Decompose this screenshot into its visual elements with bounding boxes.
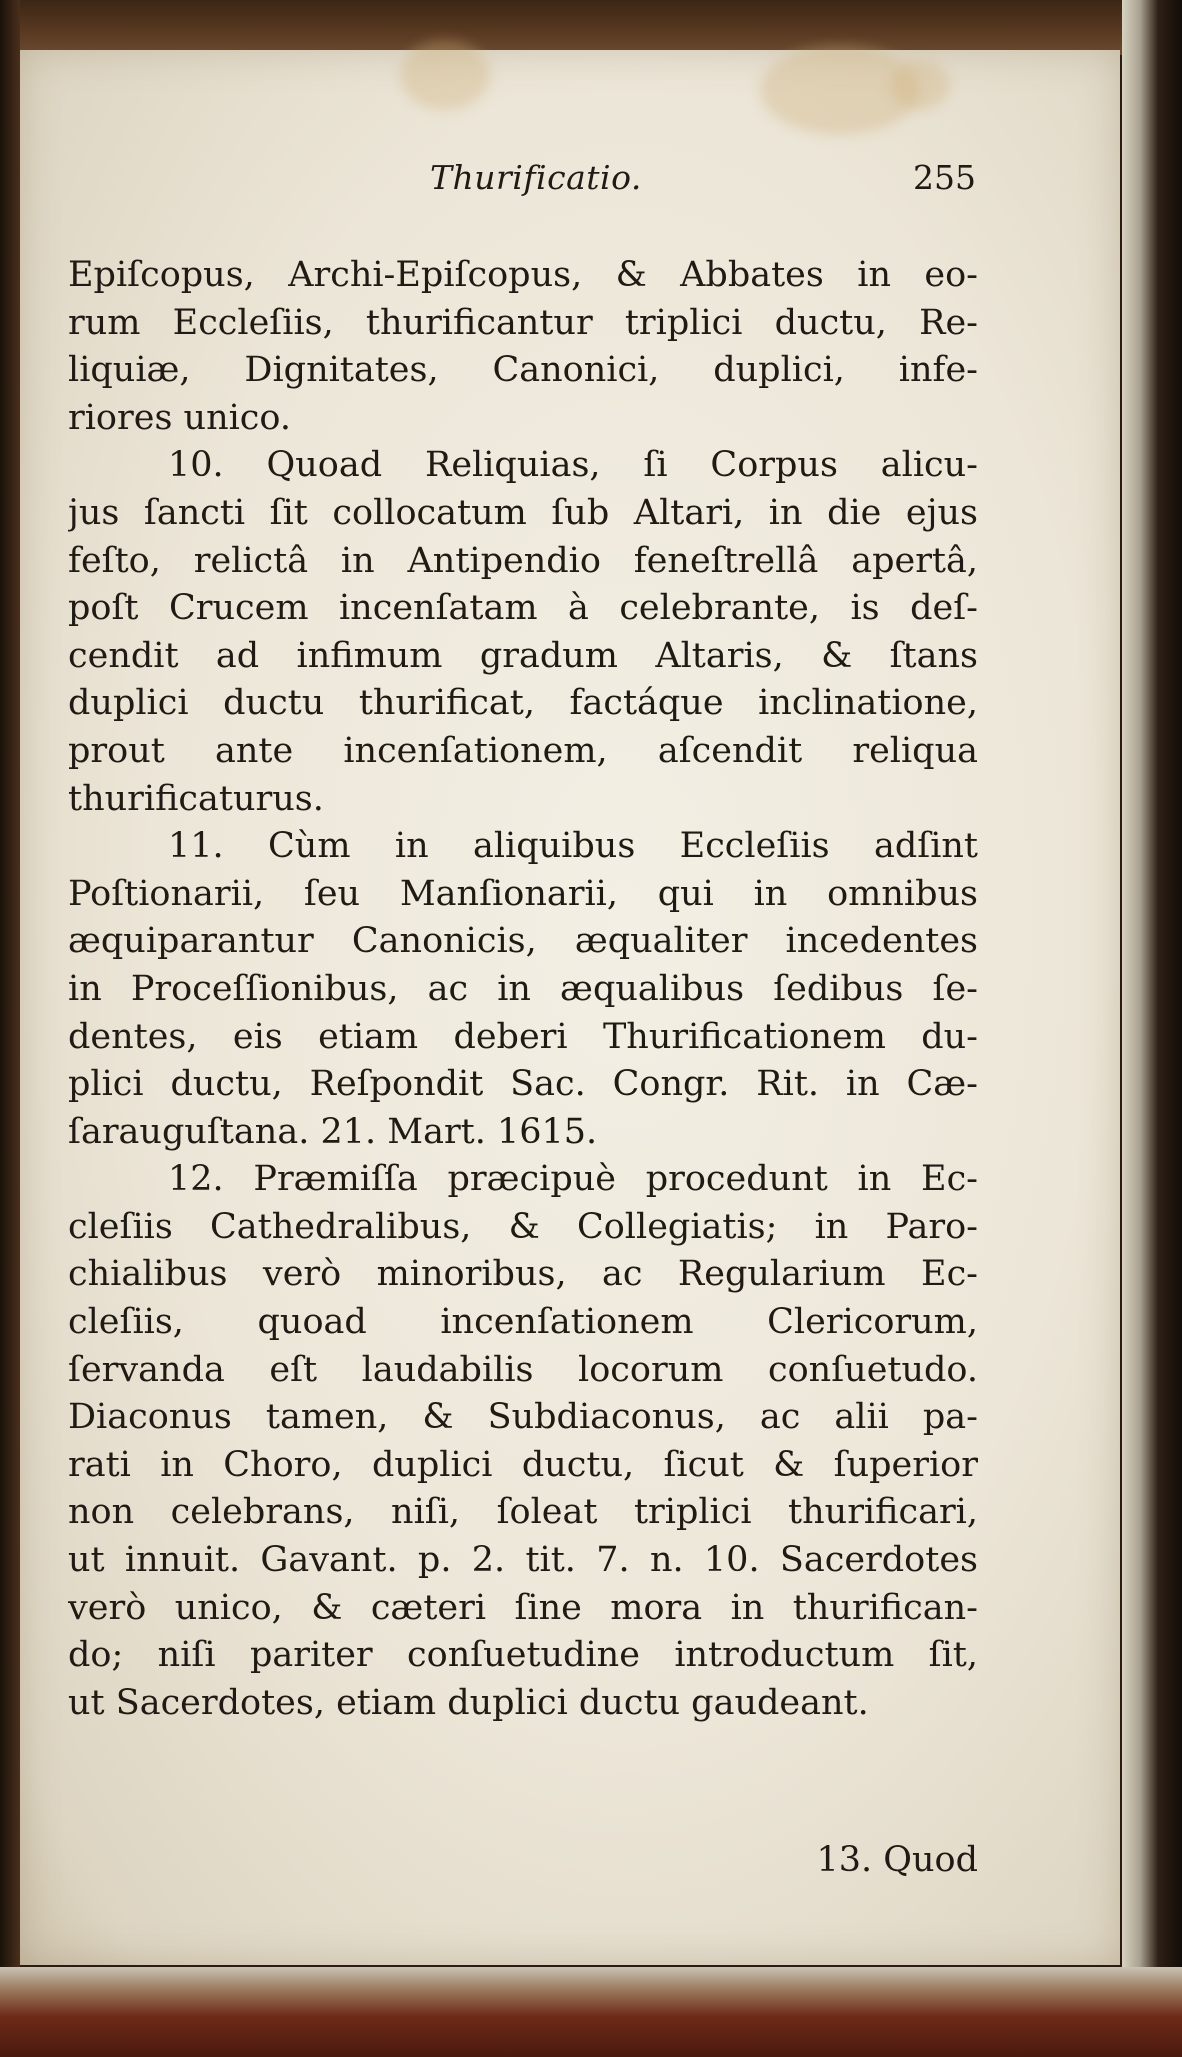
text-line: non celebrans, niſi, ſoleat triplici thurificari,	[68, 1492, 978, 1533]
text-line: chialibus verò minoribus, ac Regularium Ec-	[68, 1254, 978, 1295]
text-line: do; niſi pariter conſuetudine introductum ſit,	[68, 1635, 978, 1676]
catchword: 13. Quod	[816, 1840, 978, 1880]
binding-bottom-edge	[0, 1967, 1182, 2057]
text-line: Poſtionarii, ſeu Manſionarii, qui in omnibus	[68, 873, 978, 914]
text-line: rum Eccleſiis, thurificantur triplici ductu, Re-	[68, 302, 978, 343]
text-line: ut innuit. Gavant. p. 2. tit. 7. n. 10. Sacerdotes	[68, 1540, 978, 1581]
text-line: rati in Choro, duplici ductu, ſicut & ſuperior	[68, 1444, 978, 1485]
text-line: verò unico, & cæteri ſine mora in thurifican-	[68, 1587, 978, 1628]
binding-left-edge	[0, 0, 20, 2057]
paragraph-start-line: 11. Cùm in aliquibus Eccleſiis adſint	[168, 826, 978, 867]
text-line: jus ſancti ſit collocatum ſub Altari, in die ejus	[68, 492, 978, 533]
paragraph-start-line: 12. Præmiſſa præcipuè procedunt in Ec-	[168, 1159, 978, 1200]
binding-top-edge	[0, 0, 1182, 55]
text-line: ſervanda eſt laudabilis locorum conſuetudo.	[68, 1349, 978, 1390]
text-line: prout ante incenſationem, aſcendit reliqua	[68, 730, 978, 771]
text-line: Epiſcopus, Archi-Epiſcopus, & Abbates in eo-	[68, 255, 978, 295]
text-line: poſt Crucem incenſatam à celebrante, is deſ-	[68, 588, 978, 629]
paragraph-start-line: 10. Quoad Reliquias, ſi Corpus alicu-	[168, 445, 978, 486]
running-header	[68, 152, 978, 212]
page-paper	[20, 50, 1120, 1965]
text-line: duplici ductu thurificat, factáque inclinatione,	[68, 683, 978, 724]
text-line: riores unico.	[68, 397, 291, 438]
text-line: dentes, eis etiam deberi Thurificationem du-	[68, 1016, 978, 1057]
text-line: in Proceſſionibus, ac in æqualibus ſedibus ſe-	[68, 968, 978, 1009]
text-line: cleſiis, quoad incenſationem Clericorum,	[68, 1302, 978, 1343]
text-line: thurificaturus.	[68, 778, 324, 819]
text-line: Diaconus tamen, & Subdiaconus, ac alii pa-	[68, 1397, 978, 1438]
paper-stain	[400, 40, 490, 110]
running-title: Thurificatio.	[430, 158, 642, 197]
text-line: feſto, relictâ in Antipendio feneſtrellâ apertâ,	[68, 540, 978, 581]
text-line: cleſiis Cathedralibus, & Collegiatis; in Paro-	[68, 1206, 978, 1247]
text-line: ut Sacerdotes, etiam duplici ductu gaudeant.	[68, 1682, 869, 1723]
text-line: ſarauguſtana. 21. Mart. 1615.	[68, 1111, 598, 1152]
text-line: plici ductu, Reſpondit Sac. Congr. Rit. in Cæ-	[68, 1064, 978, 1105]
binding-right-edge	[1122, 0, 1182, 2057]
page-number: 255	[913, 158, 976, 197]
text-line: æquiparantur Canonicis, æqualiter incedentes	[68, 921, 978, 962]
paper-stain	[890, 60, 950, 110]
text-line: liquiæ, Dignitates, Canonici, duplici, infe-	[68, 350, 978, 391]
text-line: cendit ad infimum gradum Altaris, & ſtans	[68, 635, 978, 676]
body-text	[68, 252, 978, 1727]
